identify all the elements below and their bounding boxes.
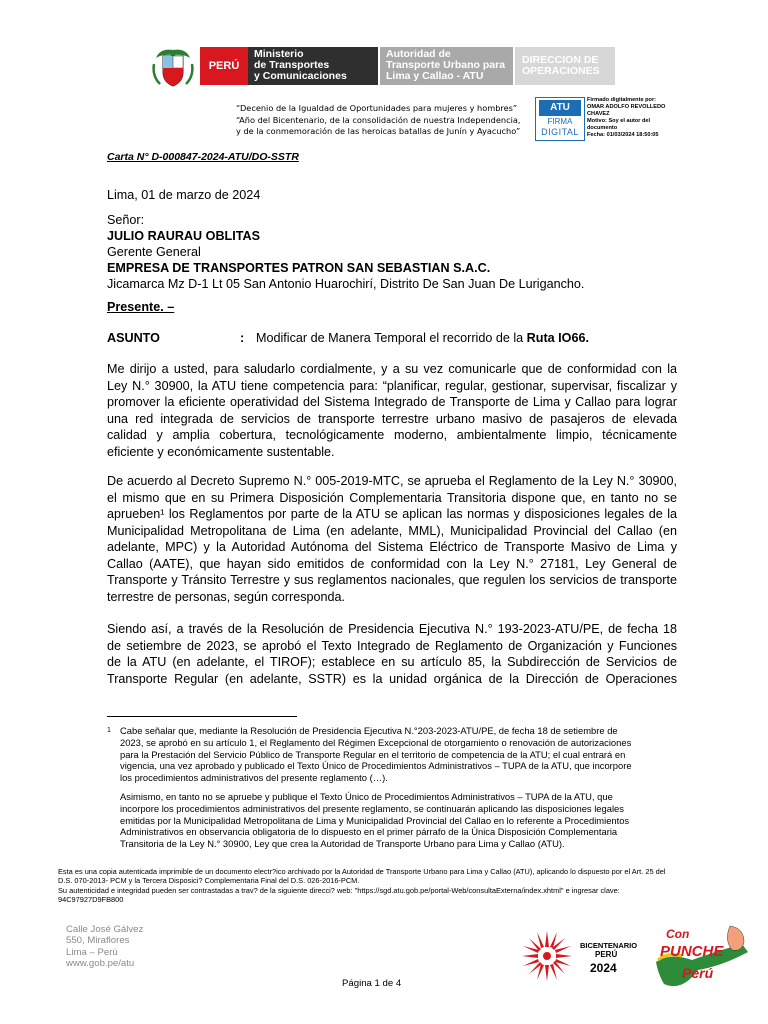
address-line: Calle José Gálvez (66, 924, 144, 935)
firma-line: documento (587, 125, 618, 131)
atu-address (66, 924, 143, 970)
autenticidad-line: Su autenticidad e integridad pueden ser contrastadas a trav? de la siguiente direcci? web: "https://sgd.atu.gob.pe/portal-Web/consultaExterna/index.xhtml" e ingresar clave: (58, 885, 620, 895)
autenticidad-note (58, 867, 708, 905)
destinatario-empresa: EMPRESA DE TRANSPORTES PATRON SAN SEBASTIAN S.A.C. (107, 261, 491, 275)
autoridad-line: Transporte Urbano para (386, 59, 506, 71)
autoridad-line: Autoridad de (386, 48, 451, 60)
footnote-line: incorpore los procedimientos administrativos del presente reglamento, se continuarán aplicando las disposiciones legales (120, 802, 624, 814)
paragraph-line: Siendo así, a través de la Resolución de Presidencia Ejecutiva N.° 193-2023-ATU/PE, de fecha 18 (107, 622, 677, 636)
firma-digital-logo (535, 97, 585, 141)
peru-label: PERÚ (208, 60, 240, 72)
paragraph-line: de setiembre de 2023, se aprobó el Texto Integrado de Reglamento de Organización y Funciones (107, 638, 677, 653)
paragraph-line: promover la eficiente operatividad del Sistema Integrado de Transporte de Lima y Callao para lograr (107, 395, 677, 409)
digital-word: DIGITAL (541, 127, 579, 137)
firma-line: OMAR ADOLFO REVOLLEDO (587, 104, 666, 110)
presente: Presente. – (107, 300, 175, 314)
paragraph-line: una red integrada de servicios de transporte terrestre urbano masivo de pasajeros de elevada (107, 411, 677, 426)
bicentenario-country: PERÚ (595, 950, 618, 959)
firma-digital-text (587, 97, 687, 139)
firma-line: CHAVEZ (587, 111, 610, 117)
direccion-line: DIRECCION DE (522, 54, 599, 66)
peru-label-box (200, 47, 248, 85)
punche-con: Con (666, 927, 690, 941)
fecha: Lima, 01 de marzo de 2024 (107, 188, 261, 202)
bicentenario-year: 2024 (590, 961, 617, 975)
decenio-line: “Año del Bicentenario, de la consolidación de nuestra Independencia, (236, 114, 521, 125)
decenio-block (236, 103, 520, 138)
autenticidad-line: 94C97927D9FB800 (58, 895, 124, 905)
footnote-line: Administrativos en observancia obligatoria de lo dispuesto en el primer párrafo de la Única Disposición Complementaria (120, 826, 618, 838)
firma-line: Firmado digitalmente por: (587, 97, 656, 103)
escudo-peru-logo (150, 44, 196, 90)
paragraph-line: el mismo que en su Primera Disposición Complementaria Transitoria dispone que, en tanto no se (107, 490, 677, 505)
bicentenario-mark-icon (518, 927, 576, 985)
footnote-line: Cabe señalar que, mediante la Resolución de Presidencia Ejecutiva N.°203-2023-ATU/PE, de fecha 18 de setiembre de (120, 725, 618, 736)
footnote-line: 2023, se aprobó en su artículo 1, el Reglamento del Régimen Excepcional de otorgamiento o renovación de autorizaciones (120, 736, 632, 748)
autoridad-line: Lima y Callao - ATU (386, 70, 484, 82)
asunto-text (256, 330, 589, 347)
paragraph-line: Callao (AATE), que hayan sido emitidos de conformidad con la Ley N.° 27181, Ley General de (107, 556, 677, 571)
ministerio-line: y Comunicaciones (254, 70, 347, 82)
bicentenario-title: BICENTENARIO (580, 941, 638, 950)
address-line: Lima – Perú (66, 946, 118, 958)
paragraph-line: Ley N.° 30900, la ATU tiene competencia para: “planificar, regular, gestionar, supervisar, fiscalizar y (107, 378, 677, 393)
asunto-label: ASUNTO (107, 331, 160, 345)
autoridad-box (380, 47, 513, 85)
destinatario-cargo: Gerente General (107, 245, 201, 259)
punche-peru: Perú (682, 965, 714, 981)
autenticidad-line: D.S. 070-2013- PCM y la Tercera Disposici? Complementaria Final del D.S. 026-2016-PCM. (58, 876, 360, 886)
ministerio-line: Ministerio (254, 48, 304, 60)
footnote-block-2 (107, 791, 677, 850)
punche-word: PUNCHE (660, 943, 724, 960)
carta-number: Carta N° D-000847-2024-ATU/DO-SSTR (107, 151, 299, 163)
direccion-line: OPERACIONES (522, 65, 600, 77)
paragraph-line: terrestre de personas, según corresponda. (107, 589, 346, 604)
paragraph-line: Transporte Regular (en adelante, SSTR) es la unidad orgánica de la Dirección de Operaciones (107, 671, 677, 686)
paragraph-line: aprueben¹ los Reglamentos por parte de la ATU se aplican las normas y disposiciones legales de la (107, 507, 677, 521)
paragraph-line: De acuerdo al Decreto Supremo N.° 005-2019-MTC, se aprueba el Reglamento de la Ley N.° 30900, (107, 474, 677, 488)
bicentenario-logo (518, 927, 638, 987)
autenticidad-line: Esta es una copia autenticada imprimible de un documento electr?ico archivado por la Autoridad de Transporte Urbano para Lima y Callao (ATU), aplicando lo dispuesto por el Art. 25 del (58, 867, 666, 876)
decenio-line: y de la conmemoración de las heroicas batallas de Junín y Ayacucho” (236, 126, 521, 136)
paragraph-line: Me dirijo a usted, para saludarlo cordialmente, y a su vez comunicarle que de conformidad con la (107, 362, 677, 376)
footnote-line: Transitoria de la Ley N.° 30900, Ley que crea la Autoridad de Transporte Urbano para Lima y Callao (ATU). (120, 838, 565, 850)
firma-line: Motivo: Soy el autor del (587, 118, 651, 124)
address-link[interactable]: www.gob.pe/atu (66, 958, 135, 970)
footnote-line: emitidas por la Municipalidad Metropolitana de Lima y Municipalidad Provincial del Callao en lo referente a Procedimientos (120, 814, 630, 826)
asunto-colon: : (240, 331, 245, 345)
saludo: Señor: (107, 213, 145, 227)
asunto-body: Modificar de Manera Temporal el recorrido de la (256, 331, 527, 345)
paragraph-line: adelante, MPC) y la Autoridad Autónoma del Sistema Eléctrico de Transporte Masivo de Lima y (107, 540, 677, 554)
paragraph-line: calidad y amplia cobertura, tecnológicamente moderno, ambientalmente limpio, técnicamente (107, 428, 677, 442)
paragraph-line: eficiente y económicamente sustentable. (107, 444, 335, 459)
footnote-rule (107, 716, 297, 717)
firma-line: Fecha: 01/03/2024 18:50:05 (587, 132, 659, 138)
paragraph-line: Municipalidad Metropolitana de Lima (en adelante, MML), Municipalidad Provincial del Callao (en (107, 523, 677, 538)
ministerio-line: de Transportes (254, 59, 330, 71)
ministerio-box (248, 47, 378, 85)
firma-word: FIRMA (547, 117, 573, 126)
direccion-operaciones-box (515, 47, 615, 85)
paragraph-3 (107, 621, 677, 687)
paragraph-line: Transporte y Tránsito Terrestre y sus reglamentos nacionales, que regulen los servicios de transporte (107, 573, 677, 587)
paragraph-1 (107, 361, 677, 460)
decenio-line: “Decenio de la Igualdad de Oportunidades para mujeres y hombres” (236, 103, 518, 113)
destinatario-nombre: JULIO RAURAU OBLITAS (107, 229, 260, 243)
footnote-line: vigencia, una vez aprobado y publicado el Texto Único de Procedimientos Administrativos – TUPA de la ATU, que incorpore (120, 760, 632, 772)
address-line: 550, Miraflores (66, 935, 130, 947)
asunto-ruta: Ruta IO66. (526, 331, 589, 345)
page-number: Página 1 de 4 (342, 978, 402, 989)
destinatario-direccion: Jicamarca Mz D-1 Lt 05 San Antonio Huarochirí, Distrito De San Juan De Lurigancho. (107, 277, 585, 291)
footnote-line: los procedimientos administrativos del presente reglamento (…). (120, 772, 388, 784)
con-punche-peru-logo (652, 922, 752, 1002)
footnote-number: 1 (107, 727, 111, 734)
footnote-block-1 (107, 725, 677, 784)
firma-atu-label: ATU (539, 100, 581, 116)
paragraph-2 (107, 473, 677, 605)
footnote-line: para la Prestación del Servicio Público de Transporte Regular en el territorio de competencia de la ATU; el cual entrará en (120, 748, 626, 760)
footnote-line: Asimismo, en tanto no se apruebe y publique el Texto Único de Procedimientos Administrativos – TUPA de la ATU, que (120, 791, 613, 802)
paragraph-line: de la ATU (en adelante, el TIROF); establece en su artículo 85, la Subdirección de Servicios de (107, 655, 677, 669)
